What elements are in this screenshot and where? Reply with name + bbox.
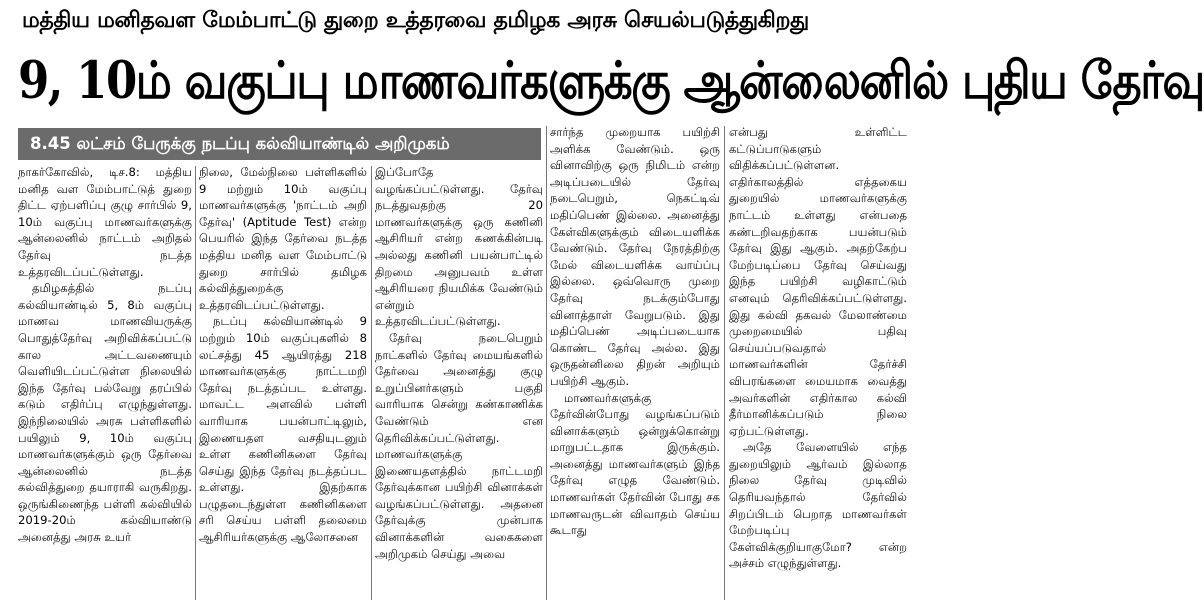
column-rule	[371, 166, 372, 600]
article-column-2	[199, 164, 367, 600]
paragraph: தேர்வு நடைபெறும் நாட்களில் தேர்வு மையங்களில் தேர்வை அனைத்து குழு உறுப்பினர்களும் பகுதி வாரியாக சென்று கண்காணிக்க வேண்டும் என தெரிவிக்கப்பட்டுள்ளது. மாணவர்களுக்கு இணையதளத்தில் நாட்டமறி தேர்வுக்கான பயிற்சி வினாக்கள் வழங்கப்பட்டுள்ளது. அதனை தேர்வுக்கு முன்பாக வினாக்களின் வகைகளை அறிமுகம் செய்து அவை	[375, 330, 543, 561]
article-column-5	[729, 124, 907, 600]
paragraph: இப்போதே வழங்கப்பட்டுள்ளது. தேர்வு நடத்துவதற்கு 20 மாணவர்களுக்கு ஒரு கணினி ஆசிரியர் என்ற கணக்கின்படி அல்லது கணினி பயன்பாட்டில் திறமை அனுபவம் உள்ள ஆசிரியரை நியமிக்க வேண்டும் என்றும் உத்தரவிடப்பட்டுள்ளது.	[375, 165, 543, 329]
paragraph: நிலை, மேல்நிலை பள்ளிகளில் 9 மற்றும் 10ம் வகுப்பு மாணவர்களுக்கு 'நாட்டம் அறி தேர்வு' (Aptitude Test) என்ற பெயரில் இந்த தேர்வை நடத்த மத்திய மனித வள மேம்பாட்டு துறை சார்பில் தமிழக கல்வித்துறைக்கு உத்தரவிடப்பட்டுள்ளது.	[199, 165, 367, 312]
paragraph: சார்ந்த முறையாக பயிற்சி அளிக்க வேண்டும். ஒரு வினாவிற்கு ஒரு நிமிடம் என்ற அடிப்படையில் தேர்வு நடைபெறும், நெகட்டிவ் மதிப்பெண் இல்லை. அனைத்து கேள்விகளுக்கும் விடையளிக்க வேண்டும். தேர்வு நேரத்திற்கு மேல் விடையளிக்க வாய்ப்பு இல்லை. ஒவ்வொரு முறை தேர்வு நடக்கும்போது வினாத்தாள் வேறுபடும். இது மதிப்பெண் அடிப்படையாக கொண்ட தேர்வு அல்ல. இது ஒருதன்னிலை திறன் அறியும் பயிற்சி ஆகும்.	[550, 125, 720, 388]
paragraph: அதே வேளையில் எந்த துறையிலும் ஆர்வம் இல்லாத நிலை தேர்வு முடிவில் தெரியவந்தால் தேர்வில் சிறப்பிடம் பெறாத மாணவர்கள் மேற்படிப்பு கேள்விக்குறியாகுமோ? என்ற அச்சம் எழுந்துள்ளது.	[729, 440, 907, 571]
article-column-4	[550, 124, 720, 600]
kicker-headline: மத்திய மனிதவள மேம்பாட்டு துறை உத்தரவை தமிழக அரசு செயல்படுத்துகிறது	[22, 8, 809, 33]
paragraph: நடப்பு கல்வியாண்டில் 9 மற்றும் 10ம் வகுப்புகளில் 8 லட்சத்து 45 ஆயிரத்து 218 மாணவர்களுக்கு நாட்டமறி தேர்வு நடத்தப்பட உள்ளது. மாவட்ட அளவில் பள்ளி வாரியாக பயன்பாட்டிலும், இணையதள வசதியுடனும் உள்ள கணினிகளை தேர்வு செய்து இந்த தேர்வு நடத்தப்பட உள்ளது. இதற்காக பழுதடைந்துள்ள கணினிகளை சரி செய்ய பள்ளி தலைமை ஆசிரியர்களுக்கு ஆலோசனை	[199, 314, 367, 545]
column-rule	[546, 126, 547, 600]
column-rule	[195, 166, 196, 600]
subheadline-bar: 8.45 லட்சம் பேருக்கு நடப்பு கல்வியாண்டில் அறிமுகம்	[18, 128, 541, 160]
column-rule	[724, 126, 725, 600]
paragraph: மாணவர்களுக்கு தேர்வின்போது வழங்கப்படும் வினாக்களும் ஒன்றுக்கொன்று மாறுபட்டதாக இருக்கும். அனைத்து மாணவர்களும் இந்த தேர்வு எழுத வேண்டும். மாணவர்கள் தேர்வின் போது சக மாணவருடன் விவாதம் செய்ய கூடாது	[550, 390, 720, 538]
paragraph: தமிழகத்தில் நடப்பு கல்வியாண்டில் 5, 8ம் வகுப்பு மாணவ மாணவியருக்கு பொதுத்தேர்வு அறிவிக்கப்பட்டு கால அட்டவணையும் வெளியிடப்பட்டுள்ள நிலையில் இந்த தேர்வு பல்வேறு தரப்பில் கடும் எதிர்ப்பு எழுந்துள்ளது. இந்நிலையில் அரசு பள்ளிகளில் பயிலும் 9, 10ம் வகுப்பு மாணவர்களுக்கும் ஒரு தேர்வை ஆன்லைனில் நடத்த கல்வித்துறை தயாராகி வருகிறது. ஒருங்கிணைந்த பள்ளி கல்வியில் 2019-20ம் கல்வியாண்டு அனைத்து அரசு உயர்	[18, 281, 192, 545]
article-column-1	[18, 164, 192, 600]
article-column-3	[375, 164, 543, 600]
paragraph: என்பது உள்ளிட்ட கட்டுப்பாடுகளும் விதிக்கப்பட்டுள்ளன. எதிர்காலத்தில் எத்தகைய துறையில் மாணவர்களுக்கு நாட்டம் உள்ளது என்பதை கண்டறிவதற்காக பயன்படும் தேர்வு இது ஆகும். அதற்கேற்ப மேற்படிப்பை தேர்வு செய்வது இந்த பயிற்சி வழிகாட்டும் எனவும் தெரிவிக்கப்பட்டுள்ளது. இது கல்வி தகவல் மேலாண்மை முறைமையில் பதிவு செய்யப்படுவதால் மாணவர்களின் தேர்ச்சி விபரங்களை மையமாக வைத்து அவர்களின் எதிர்கால கல்வி தீர்மானிக்கப்படும் நிலை ஏற்பட்டுள்ளது.	[729, 125, 907, 438]
main-headline: 9, 10ம் வகுப்பு மாணவர்களுக்கு ஆன்லைனில் புதிய தேர்வு	[18, 49, 1204, 111]
paragraph: நாகர்கோவில், டிச.8: மத்திய மனித வள மேம்பாட்டுத் துறை திட்ட ஏற்பளிப்பு குழு சார்பில் 9, 10ம் வகுப்பு மாணவர்களுக்கு ஆன்லைனில் நாட்டம் அறிதல் தேர்வு நடத்த உத்தரவிடப்பட்டுள்ளது.	[18, 165, 192, 279]
